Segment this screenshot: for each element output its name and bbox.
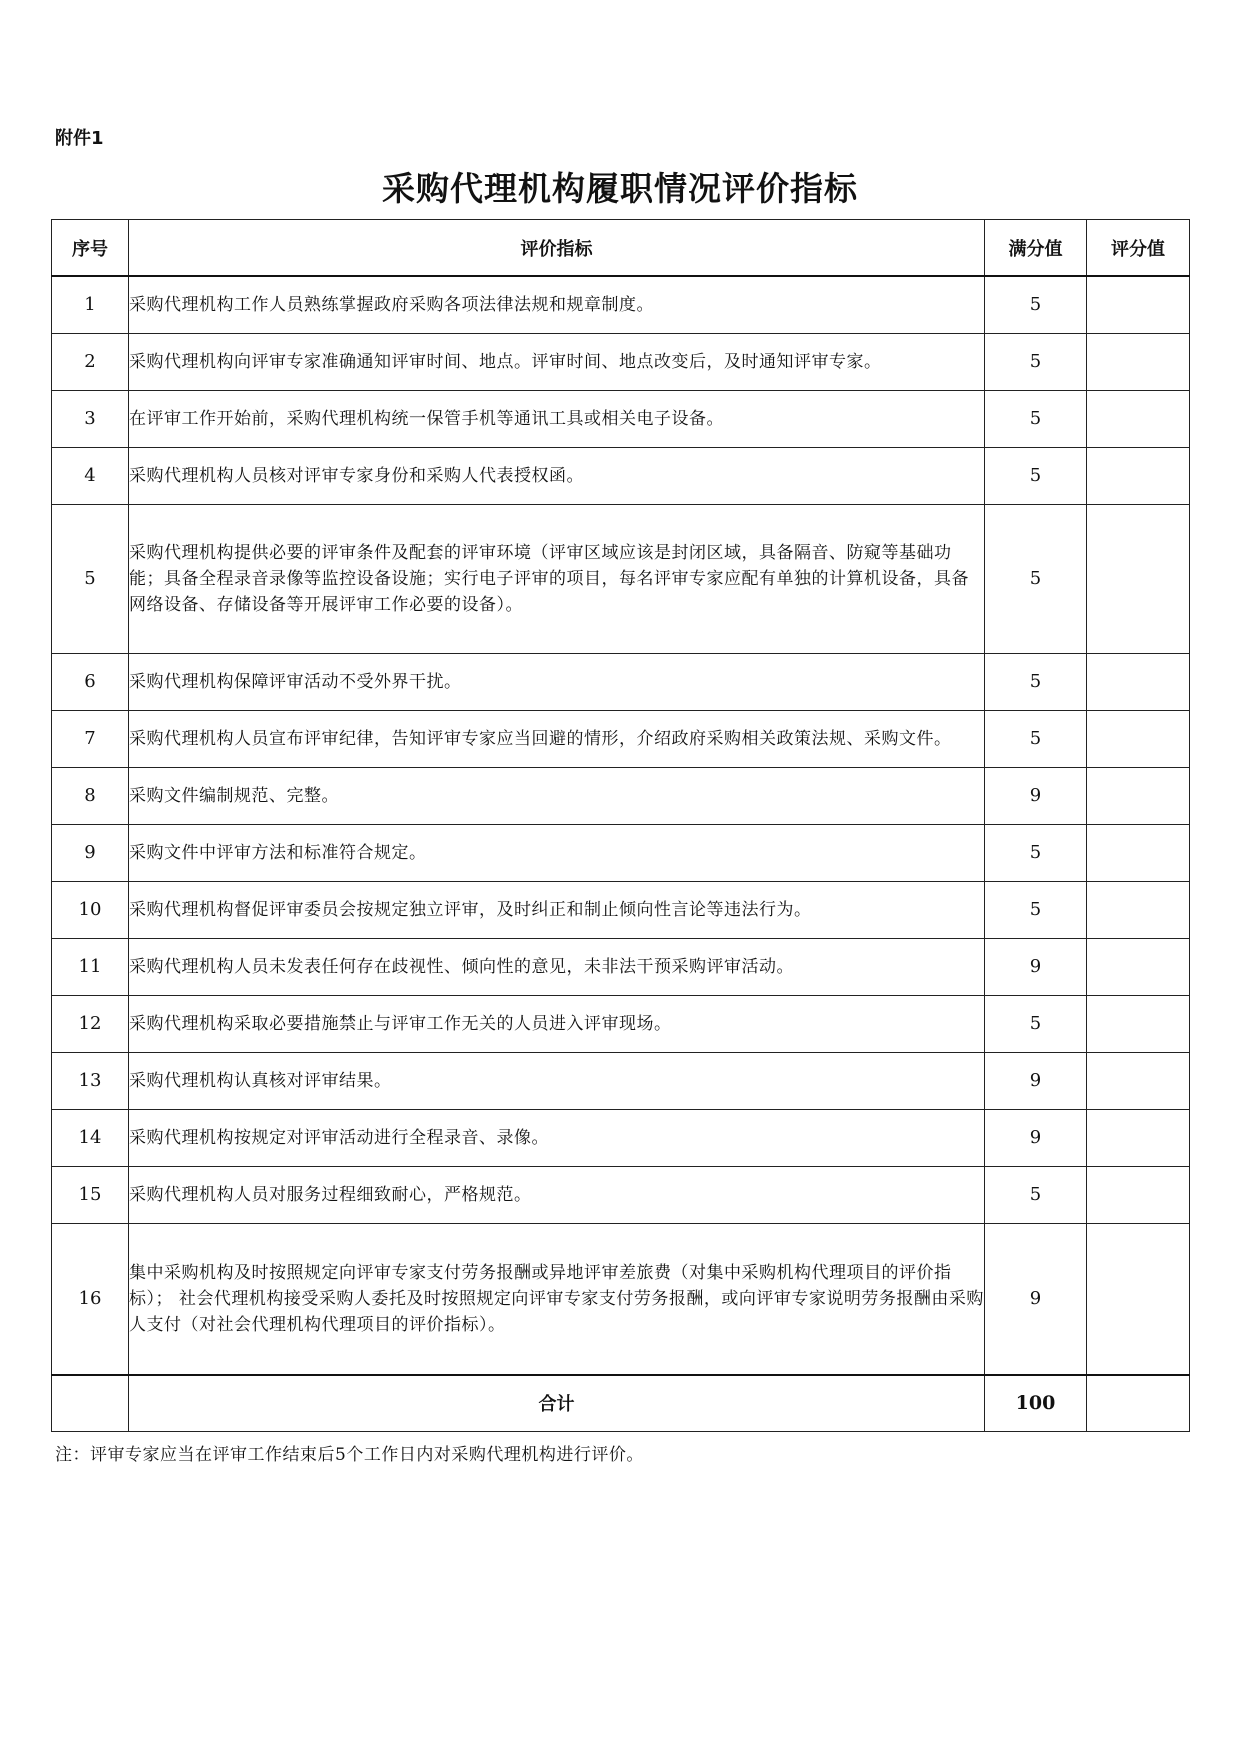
- row-number: 13: [52, 1052, 129, 1109]
- header-score: 评分值: [1087, 220, 1190, 277]
- table-row: [52, 824, 1190, 881]
- row-number: 4: [52, 447, 129, 504]
- row-indicator: 采购文件编制规范、完整。: [129, 767, 985, 824]
- row-max-score: 9: [985, 938, 1087, 995]
- page-title: 采购代理机构履职情况评价指标: [382, 169, 858, 208]
- row-max-score: 5: [985, 333, 1087, 390]
- row-max-score: 5: [985, 824, 1087, 881]
- row-score-cell: [1087, 333, 1190, 390]
- row-indicator: 采购代理机构工作人员熟练掌握政府采购各项法律法规和规章制度。: [129, 276, 985, 333]
- row-number: 10: [52, 881, 129, 938]
- table-row: [52, 710, 1190, 767]
- row-number: 15: [52, 1166, 129, 1223]
- row-number: 5: [52, 504, 129, 653]
- row-max-score: 9: [985, 1109, 1087, 1166]
- row-number: 1: [52, 276, 129, 333]
- table-row: [52, 390, 1190, 447]
- row-max-score: 5: [985, 653, 1087, 710]
- row-max-score: 9: [985, 767, 1087, 824]
- header-no: 序号: [52, 220, 129, 277]
- row-indicator: 采购代理机构提供必要的评审条件及配套的评审环境（评审区域应该是封闭区域，具备隔音、防窥等基础功能；具备全程录音录像等监控设备设施；实行电子评审的项目，每名评审专家应配有单独的计算机设备，具备网络设备、存储设备等开展评审工作必要的设备）。: [129, 504, 985, 653]
- table-row: [52, 653, 1190, 710]
- table-row: [52, 767, 1190, 824]
- row-score-cell: [1087, 1166, 1190, 1223]
- row-indicator: 采购代理机构保障评审活动不受外界干扰。: [129, 653, 985, 710]
- row-indicator: 采购文件中评审方法和标准符合规定。: [129, 824, 985, 881]
- row-score-cell: [1087, 938, 1190, 995]
- row-max-score: 9: [985, 1223, 1087, 1375]
- row-indicator: 采购代理机构督促评审委员会按规定独立评审，及时纠正和制止倾向性言论等违法行为。: [129, 881, 985, 938]
- row-indicator: 采购代理机构人员宣布评审纪律，告知评审专家应当回避的情形，介绍政府采购相关政策法规、采购文件。: [129, 710, 985, 767]
- row-number: 7: [52, 710, 129, 767]
- row-max-score: 9: [985, 1052, 1087, 1109]
- total-row-blank: [52, 1375, 129, 1431]
- row-indicator: 在评审工作开始前，采购代理机构统一保管手机等通讯工具或相关电子设备。: [129, 390, 985, 447]
- row-indicator: 采购代理机构人员未发表任何存在歧视性、倾向性的意见，未非法干预采购评审活动。: [129, 938, 985, 995]
- row-number: 3: [52, 390, 129, 447]
- table-row: [52, 995, 1190, 1052]
- table-row: [52, 1109, 1190, 1166]
- row-indicator: 采购代理机构认真核对评审结果。: [129, 1052, 985, 1109]
- row-number: 8: [52, 767, 129, 824]
- row-score-cell: [1087, 1223, 1190, 1375]
- row-max-score: 5: [985, 710, 1087, 767]
- total-score-cell: [1087, 1375, 1190, 1431]
- row-number: 16: [52, 1223, 129, 1375]
- header-max-score: 满分值: [985, 220, 1087, 277]
- footnote: 注：评审专家应当在评审工作结束后5个工作日内对采购代理机构进行评价。: [55, 1445, 644, 1465]
- row-indicator: 采购代理机构人员核对评审专家身份和采购人代表授权函。: [129, 447, 985, 504]
- row-score-cell: [1087, 824, 1190, 881]
- header-indicator: 评价指标: [129, 220, 985, 277]
- row-score-cell: [1087, 881, 1190, 938]
- row-indicator: 采购代理机构采取必要措施禁止与评审工作无关的人员进入评审现场。: [129, 995, 985, 1052]
- table-row: [52, 276, 1190, 333]
- table-row: [52, 1223, 1190, 1375]
- row-number: 2: [52, 333, 129, 390]
- row-score-cell: [1087, 767, 1190, 824]
- row-max-score: 5: [985, 1166, 1087, 1223]
- table-row: [52, 1166, 1190, 1223]
- row-number: 14: [52, 1109, 129, 1166]
- evaluation-table: [51, 219, 1190, 1432]
- row-max-score: 5: [985, 447, 1087, 504]
- total-label: 合计: [129, 1375, 985, 1431]
- row-number: 12: [52, 995, 129, 1052]
- table-row: [52, 333, 1190, 390]
- row-score-cell: [1087, 710, 1190, 767]
- row-max-score: 5: [985, 504, 1087, 653]
- total-row: [52, 1375, 1190, 1431]
- row-number: 9: [52, 824, 129, 881]
- row-indicator: 采购代理机构按规定对评审活动进行全程录音、录像。: [129, 1109, 985, 1166]
- row-max-score: 5: [985, 995, 1087, 1052]
- row-score-cell: [1087, 276, 1190, 333]
- row-max-score: 5: [985, 276, 1087, 333]
- row-indicator: 采购代理机构人员对服务过程细致耐心，严格规范。: [129, 1166, 985, 1223]
- row-indicator: 集中采购机构及时按照规定向评审专家支付劳务报酬或异地评审差旅费（对集中采购机构代理项目的评价指标）； 社会代理机构接受采购人委托及时按照规定向评审专家支付劳务报酬，或向评审专家说明劳务报酬由采购人支付（对社会代理机构代理项目的评价指标）。: [129, 1223, 985, 1375]
- row-max-score: 5: [985, 881, 1087, 938]
- table-row: [52, 1052, 1190, 1109]
- table-row: [52, 447, 1190, 504]
- table-row: [52, 938, 1190, 995]
- table-row: [52, 504, 1190, 653]
- row-score-cell: [1087, 447, 1190, 504]
- row-score-cell: [1087, 653, 1190, 710]
- row-score-cell: [1087, 390, 1190, 447]
- row-score-cell: [1087, 504, 1190, 653]
- table-header-row: [52, 220, 1190, 277]
- row-indicator: 采购代理机构向评审专家准确通知评审时间、地点。评审时间、地点改变后，及时通知评审专家。: [129, 333, 985, 390]
- total-value: 100: [985, 1375, 1087, 1431]
- row-score-cell: [1087, 995, 1190, 1052]
- attachment-label: 附件1: [55, 128, 104, 149]
- row-score-cell: [1087, 1109, 1190, 1166]
- row-number: 6: [52, 653, 129, 710]
- table-row: [52, 881, 1190, 938]
- row-score-cell: [1087, 1052, 1190, 1109]
- row-max-score: 5: [985, 390, 1087, 447]
- row-number: 11: [52, 938, 129, 995]
